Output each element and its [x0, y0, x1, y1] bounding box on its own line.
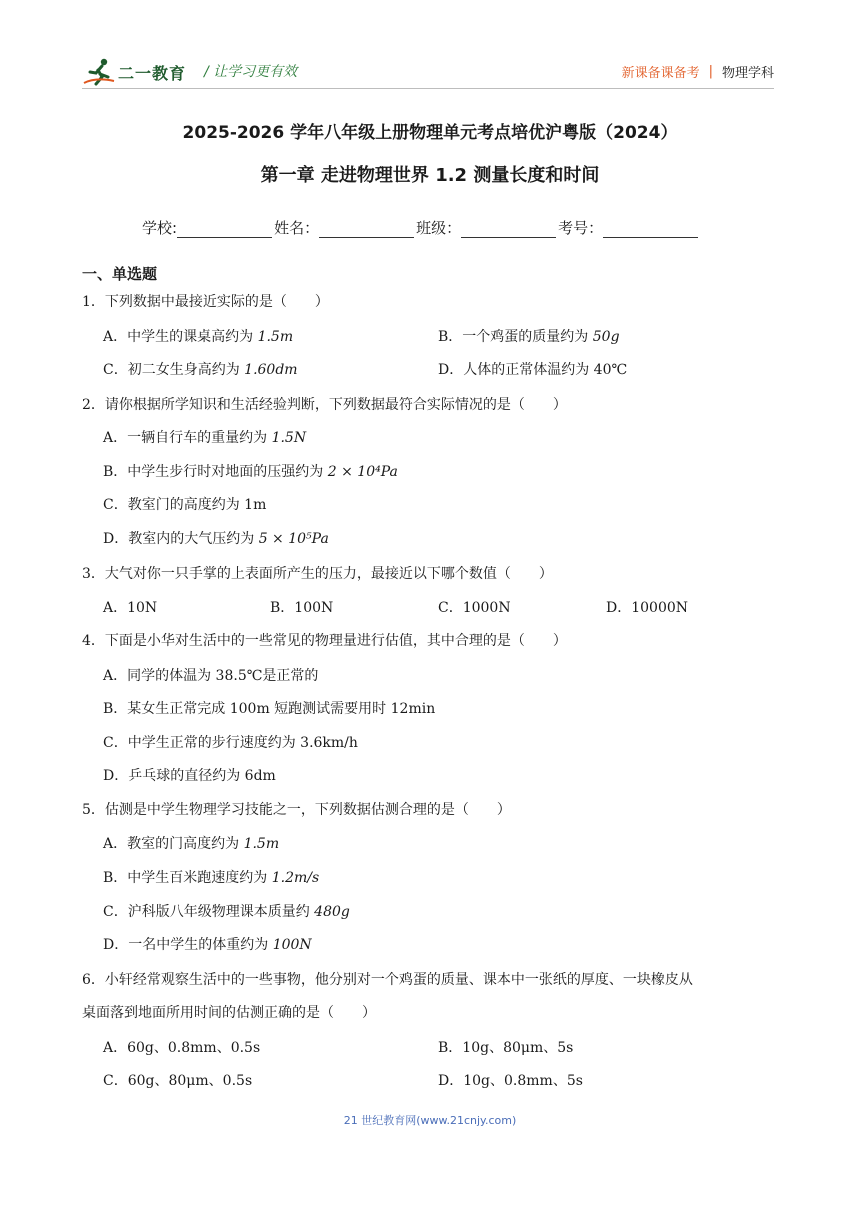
- header-subject: 物理学科: [721, 66, 774, 81]
- question-3: 3．大气对你一只手掌的上表面所产生的压力，最接近以下哪个数值（ ）: [82, 566, 553, 582]
- exam-number-field[interactable]: 考号：: [558, 217, 700, 238]
- question-6: 6．小轩经常观察生活中的一些事物，他分别对一个鸡蛋的质量、课本中一张纸的厚度、一块橡皮从: [82, 972, 693, 988]
- question-1: 1．下列数据中最接近实际的是（ ）: [82, 294, 329, 310]
- header-divider: [82, 88, 774, 89]
- q5-option-b[interactable]: B．中学生百米跑速度约为 1.2m/s: [103, 870, 320, 886]
- name-field[interactable]: 姓名：: [274, 217, 416, 238]
- q5-option-d[interactable]: D．一名中学生的体重约为 100N: [103, 937, 312, 953]
- question-2: 2．请你根据所学知识和生活经验判断，下列数据最符合实际情况的是（ ）: [82, 397, 567, 413]
- header-right: [622, 62, 774, 81]
- question-6-continued: 桌面落到地面所用时间的估测正确的是（ ）: [82, 1005, 376, 1021]
- q2-option-a[interactable]: A．一辆自行车的重量约为 1.5N: [103, 430, 307, 446]
- q3-option-c[interactable]: C．1000N: [438, 600, 511, 616]
- brand-logo: [82, 56, 186, 88]
- q6-option-c[interactable]: C．60g、80μm、0.5s: [103, 1073, 253, 1089]
- q4-option-b[interactable]: B．某女生正常完成 100m 短跑测试需要用时 12min: [103, 701, 436, 717]
- q2-option-c[interactable]: C．教室门的高度约为 1m: [103, 497, 267, 513]
- q6-option-b[interactable]: B．10g、80μm、5s: [438, 1040, 574, 1056]
- q4-option-a[interactable]: A．同学的体温为 38.5℃是正常的: [103, 668, 319, 684]
- question-4: 4．下面是小华对生活中的一些常见的物理量进行估值，其中合理的是（ ）: [82, 633, 567, 649]
- q6-option-a[interactable]: A．60g、0.8mm、0.5s: [103, 1040, 261, 1056]
- page-footer[interactable]: 21 世纪教育网(www.21cnjy.com): [343, 1114, 517, 1127]
- q3-option-a[interactable]: A．10N: [103, 600, 158, 616]
- question-5: 5．估测是中学生物理学习技能之一，下列数据估测合理的是（ ）: [82, 802, 511, 818]
- logo-text: 二一教育: [118, 63, 187, 83]
- q4-option-c[interactable]: C．中学生正常的步行速度约为 3.6km/h: [103, 735, 358, 751]
- q1-option-b[interactable]: B．一个鸡蛋的质量约为 50g: [438, 329, 620, 345]
- slogan: / 让学习更有效: [204, 64, 298, 80]
- chapter-title: 第一章 走进物理世界 1.2 测量长度和时间: [260, 165, 600, 186]
- header-tag: 新课备课备考: [621, 66, 700, 81]
- q1-option-c[interactable]: C．初二女生身高约为 1.60dm: [103, 362, 298, 378]
- q5-option-a[interactable]: A．教室的门高度约为 1.5m: [103, 836, 280, 852]
- school-field[interactable]: 学校:: [142, 217, 274, 238]
- q5-option-c[interactable]: C．沪科版八年级物理课本质量约 480g: [103, 904, 350, 920]
- q3-option-d[interactable]: D．10000N: [606, 600, 689, 616]
- class-field[interactable]: 班级：: [416, 217, 558, 238]
- page-header: [82, 56, 774, 90]
- q1-option-d[interactable]: D．人体的正常体温约为 40℃: [438, 362, 628, 378]
- document-title: 2025-2026 学年八年级上册物理单元考点培优沪粤版（2024）: [182, 123, 678, 143]
- q1-option-a[interactable]: A．中学生的课桌高约为 1.5m: [103, 329, 294, 345]
- q3-option-b[interactable]: B．100N: [270, 600, 334, 616]
- q6-option-d[interactable]: D．10g、0.8mm、5s: [438, 1073, 583, 1089]
- header-separator: |: [708, 64, 713, 79]
- q2-option-d[interactable]: D．教室内的大气压约为 5 × 10⁵Pa: [103, 531, 329, 547]
- q2-option-b[interactable]: B．中学生步行时对地面的压强约为 2 × 10⁴Pa: [103, 464, 398, 480]
- q4-option-d[interactable]: D．乒乓球的直径约为 6dm: [103, 768, 276, 784]
- student-info-row: [142, 217, 700, 238]
- runner-logo-icon: [82, 57, 116, 87]
- section-heading: 一、单选题: [82, 265, 158, 283]
